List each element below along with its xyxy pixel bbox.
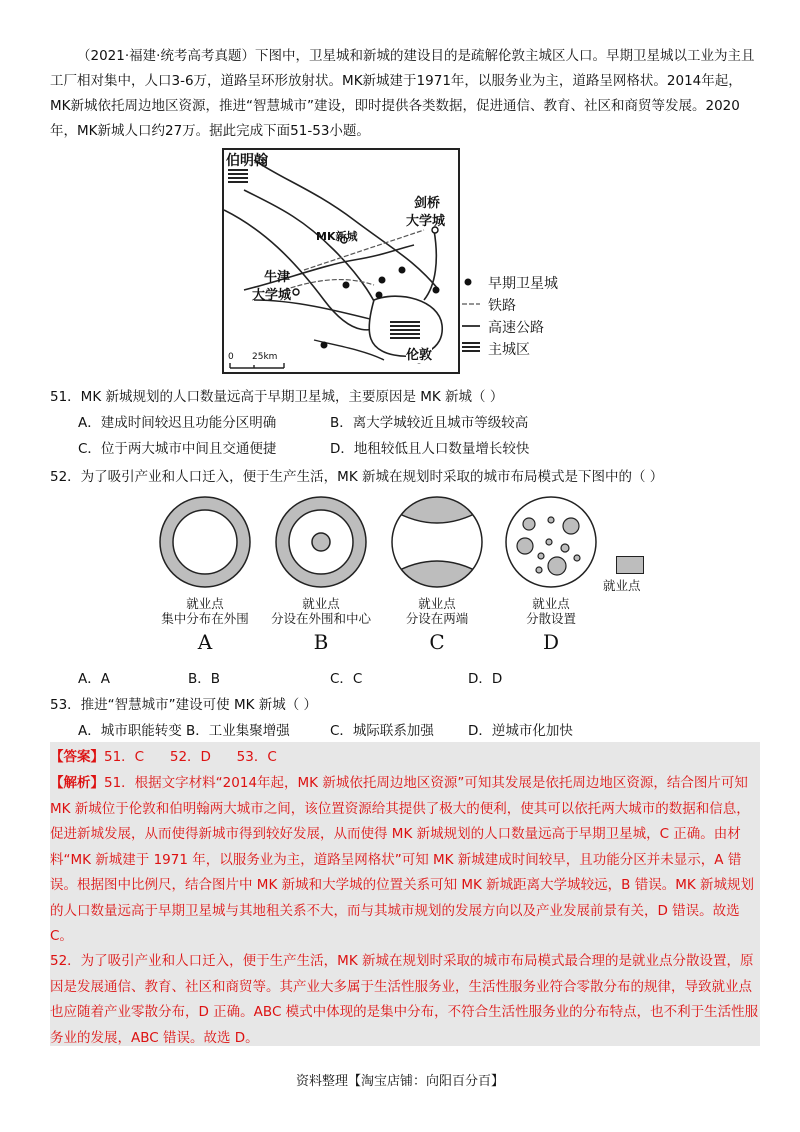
analysis-51-text: 51．根据文字材料“2014年起，MK 新城依托周边地区资源”可知其发展是依托周边地区资源，结合图片可知 MK 新城位于伦敦和伯明翰两大城市之间，该位置资源给其提供了极大的便利，使其可以依托两大城市的数据和信息，促进新城发展，从而使得新城市得到较好发展，从而使得 MK 新城规划的人口数量远高于早期卫星城，C 正确。由材料“MK 新城建于 1971 年，以服务业为主，道路呈网格状”可知 MK 新城建成时间较早，且功能分区并未显示，A 错误。根据图中比例尺，结合图片中 MK 新城和大学城的位置关系可知 MK 新城距离大学城较远，B 错误。MK 新城规划的人口数量远高于早期卫星城与其地租关系不大，而与其城市规划的发展方向以及产业发展前景有关，D 错误。故选 C。 bbox=[50, 775, 755, 944]
diagram-a-caption-1: 就业点 bbox=[186, 596, 224, 611]
map-label-oxford-2: 大学城 bbox=[252, 288, 292, 303]
legend-label: 高速公路 bbox=[488, 320, 544, 336]
diagram-b-caption-1: 就业点 bbox=[302, 596, 340, 611]
question-52-option-d: D．D bbox=[468, 671, 503, 687]
legend-row bbox=[462, 338, 558, 360]
question-53-option-d: D．逆城市化加快 bbox=[468, 723, 573, 739]
question-53-stem: 53．推进“智慧城市”建设可使 MK 新城（ ） bbox=[50, 697, 318, 713]
question-53-option-ab: A．城市职能转变 B．工业集聚增强 bbox=[78, 723, 290, 739]
answer-line bbox=[50, 745, 760, 771]
question-51-option-b: B．离大学城较近且城市等级较高 bbox=[330, 415, 529, 431]
diagram-b-graphic bbox=[273, 494, 369, 590]
legend-row bbox=[462, 316, 558, 338]
layout-diagram-a bbox=[157, 494, 253, 594]
map-label-cambridge-2: 大学城 bbox=[406, 214, 446, 229]
diagram-d-graphic bbox=[503, 494, 599, 590]
layout-diagram-b bbox=[273, 494, 369, 594]
diagram-legend-label: 就业点 bbox=[603, 578, 641, 593]
diagram-b-letter: B bbox=[313, 630, 329, 654]
diagram-a-graphic bbox=[157, 494, 253, 590]
diagram-c-letter: C bbox=[429, 630, 445, 654]
footer: 资料整理【淘宝店铺：向阳百分百】 bbox=[295, 1074, 504, 1089]
map-label-oxford-1: 牛津 bbox=[264, 270, 291, 285]
birmingham-hatched-area bbox=[228, 170, 248, 182]
map-scale-label: 25km bbox=[252, 352, 278, 362]
railway-icon bbox=[462, 297, 488, 313]
map-label-london: 伦敦 bbox=[406, 344, 432, 363]
diagram-d-caption-1: 就业点 bbox=[532, 596, 570, 611]
map-scale-zero: 0 bbox=[228, 352, 234, 362]
hatched-area-icon bbox=[462, 341, 488, 357]
question-52-stem: 52．为了吸引产业和人口迁入，便于生产生活，MK 新城在规划时采取的城市布局模式是下图中的（ ） bbox=[50, 469, 664, 485]
diagram-c-graphic bbox=[389, 494, 485, 590]
diagram-c-caption-2: 分设在两端 bbox=[405, 611, 469, 626]
analysis-52: 52．为了吸引产业和人口迁入，便于生产生活，MK 新城在规划时采取的城市布局模式最合理的是就业点分散设置，原因是发展通信、教育、社区和商贸等。其产业大多属于生活性服务业，生活性服务业符合零散分布的规律，导致就业点也应随着产业零散分布，D 正确。ABC 模式中体现的是集中分布，不符合生活性服务业的分布特点，也不利于生活性服务业的发展，ABC 错误。故选 D。 bbox=[50, 953, 759, 1046]
analysis-51 bbox=[50, 771, 760, 950]
question-51-option-a: A．建成时间较迟且功能分区明确 bbox=[78, 415, 277, 431]
diagram-a-letter: A bbox=[197, 630, 213, 654]
answer-values: 51．C 52．D 53．C bbox=[104, 749, 277, 765]
highway-icon bbox=[462, 319, 488, 335]
map-label-cambridge-1: 剑桥 bbox=[414, 196, 441, 211]
diagram-c-caption-1: 就业点 bbox=[418, 596, 456, 611]
question-52-option-a: A．A bbox=[78, 671, 110, 687]
intro-paragraph: （2021·福建·统考高考真题）下图中，卫星城和新城的建设目的是疏解伦敦主城区人口。早期卫星城以工业为主且工厂相对集中，人口3-6万，道路呈环形放射状。MK新城建于1971年，以服务业为主，道路呈网格状。2014年起，MK新城依托周边地区资源，推进“智慧城市”建设，即时提供各类数据，促进通信、教育、社区和商贸等发展。2020年，MK新城人口约27万。据此完成下面51-53小题。 bbox=[50, 48, 755, 139]
diagram-d-letter: D bbox=[542, 630, 560, 654]
map-label-mk: MK新城 bbox=[316, 230, 358, 243]
layout-diagram-d bbox=[503, 494, 599, 594]
answer-label: 【答案】 bbox=[50, 749, 104, 765]
diagram-b-caption-2: 分设在外围和中心 bbox=[270, 611, 371, 626]
legend-label: 主城区 bbox=[488, 342, 530, 358]
legend-row bbox=[462, 294, 558, 316]
question-52-option-b: B．B bbox=[188, 671, 221, 687]
question-51-stem: 51．MK 新城规划的人口数量远高于早期卫星城，主要原因是 MK 新城（ ） bbox=[50, 389, 504, 405]
legend-row bbox=[462, 272, 558, 294]
question-51-option-d: D．地租较低且人口数量增长较快 bbox=[330, 441, 530, 457]
map-label-birmingham: 伯明翰 bbox=[226, 153, 268, 169]
analysis-label: 【解析】 bbox=[50, 775, 104, 791]
question-52-option-c: C．C bbox=[330, 671, 363, 687]
diagram-a-caption-2: 集中分布在外围 bbox=[161, 611, 249, 626]
legend-label: 早期卫星城 bbox=[488, 276, 558, 292]
map-legend bbox=[462, 272, 558, 360]
diagram-legend-swatch bbox=[616, 556, 644, 574]
dot-icon bbox=[462, 275, 488, 291]
diagram-d-caption-2: 分散设置 bbox=[525, 611, 576, 626]
question-53-option-c: C．城际联系加强 bbox=[330, 723, 434, 739]
question-51-option-c: C．位于两大城市中间且交通便捷 bbox=[78, 441, 277, 457]
layout-diagram-c bbox=[389, 494, 485, 594]
legend-label: 铁路 bbox=[488, 298, 516, 314]
map-drawing bbox=[224, 150, 458, 372]
map-figure bbox=[222, 148, 460, 374]
